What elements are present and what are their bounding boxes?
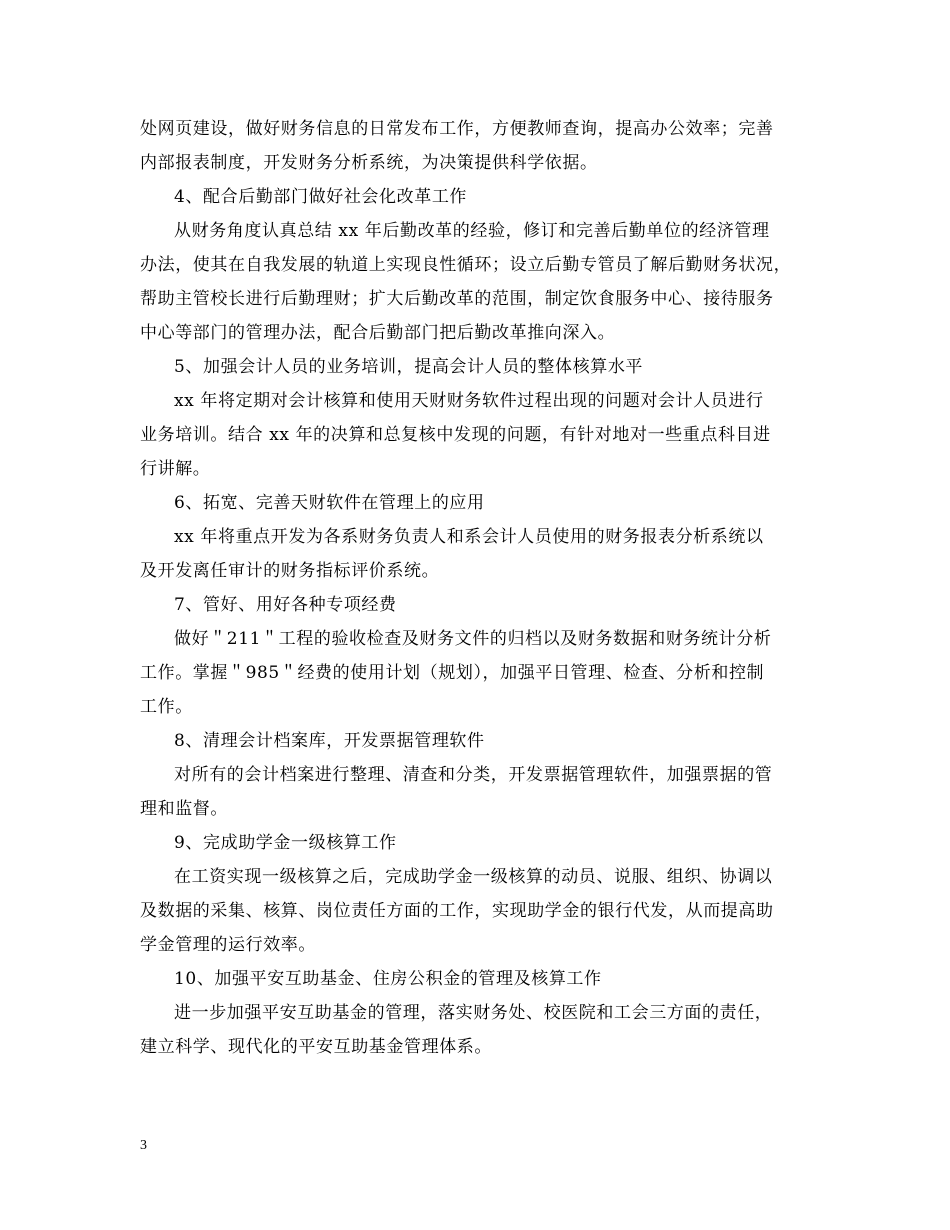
text-line: 帮助主管校长进行后勤理财；扩大后勤改革的范围，制定饮食服务中心、接待服务 [140, 289, 774, 309]
text-line: 行讲解。 [140, 459, 211, 479]
text-line: 及开发离任审计的财务指标评价系统。 [140, 561, 440, 581]
text-line: 在工资实现一级核算之后，完成助学金一级核算的动员、说服、组织、协调以 [174, 867, 773, 887]
text-line: 工作。掌握＂985＂经费的使用计划（规划），加强平日管理、检查、分析和控制 [140, 663, 765, 683]
section-heading: 4、配合后勤部门做好社会化改革工作 [174, 187, 468, 207]
section-heading: 6、拓宽、完善天财软件在管理上的应用 [174, 493, 485, 513]
text-line: 做好＂211＂工程的验收检查及财务文件的归档以及财务数据和财务统计分析 [174, 629, 772, 649]
section-heading: 9、完成助学金一级核算工作 [174, 833, 397, 853]
text-line: 中心等部门的管理办法，配合后勤部门把后勤改革推向深入。 [140, 323, 616, 343]
text-line: 内部报表制度，开发财务分析系统，为决策提供科学依据。 [140, 153, 598, 173]
document-body [140, 112, 820, 1064]
section-heading: 10、加强平安互助基金、住房公积金的管理及核算工作 [174, 969, 602, 989]
text-line: 工作。 [140, 697, 193, 717]
text-line: 建立科学、现代化的平安互助基金管理体系。 [140, 1037, 492, 1057]
text-line: 从财务角度认真总结 xx 年后勤改革的经验，修订和完善后勤单位的经济管理 [174, 221, 770, 241]
section-heading: 5、加强会计人员的业务培训，提高会计人员的整体核算水平 [174, 357, 644, 377]
page-number: 3 [140, 1138, 147, 1153]
text-line: 及数据的采集、核算、岗位责任方面的工作，实现助学金的银行代发，从而提高助 [140, 901, 774, 921]
text-line: 办法，使其在自我发展的轨道上实现良性循环；设立后勤专管员了解后勤财务状况， [140, 255, 792, 275]
text-line: 对所有的会计档案进行整理、清查和分类，开发票据管理软件，加强票据的管 [174, 765, 773, 785]
text-line: xx 年将重点开发为各系财务负责人和系会计人员使用的财务报表分析系统以 [174, 527, 764, 547]
text-line: 处网页建设，做好财务信息的日常发布工作，方便教师查询，提高办公效率；完善 [140, 119, 774, 139]
text-line: 学金管理的运行效率。 [140, 935, 316, 955]
section-heading: 7、管好、用好各种专项经费 [174, 595, 397, 615]
text-line: 业务培训。结合 xx 年的决算和总复核中发现的问题，有针对地对一些重点科目进 [140, 425, 771, 445]
text-line: 进一步加强平安互助基金的管理，落实财务处、校医院和工会三方面的责任， [174, 1003, 773, 1023]
section-heading: 8、清理会计档案库，开发票据管理软件 [174, 731, 485, 751]
text-line: 理和监督。 [140, 799, 228, 819]
text-line: xx 年将定期对会计核算和使用天财财务软件过程出现的问题对会计人员进行 [174, 391, 764, 411]
